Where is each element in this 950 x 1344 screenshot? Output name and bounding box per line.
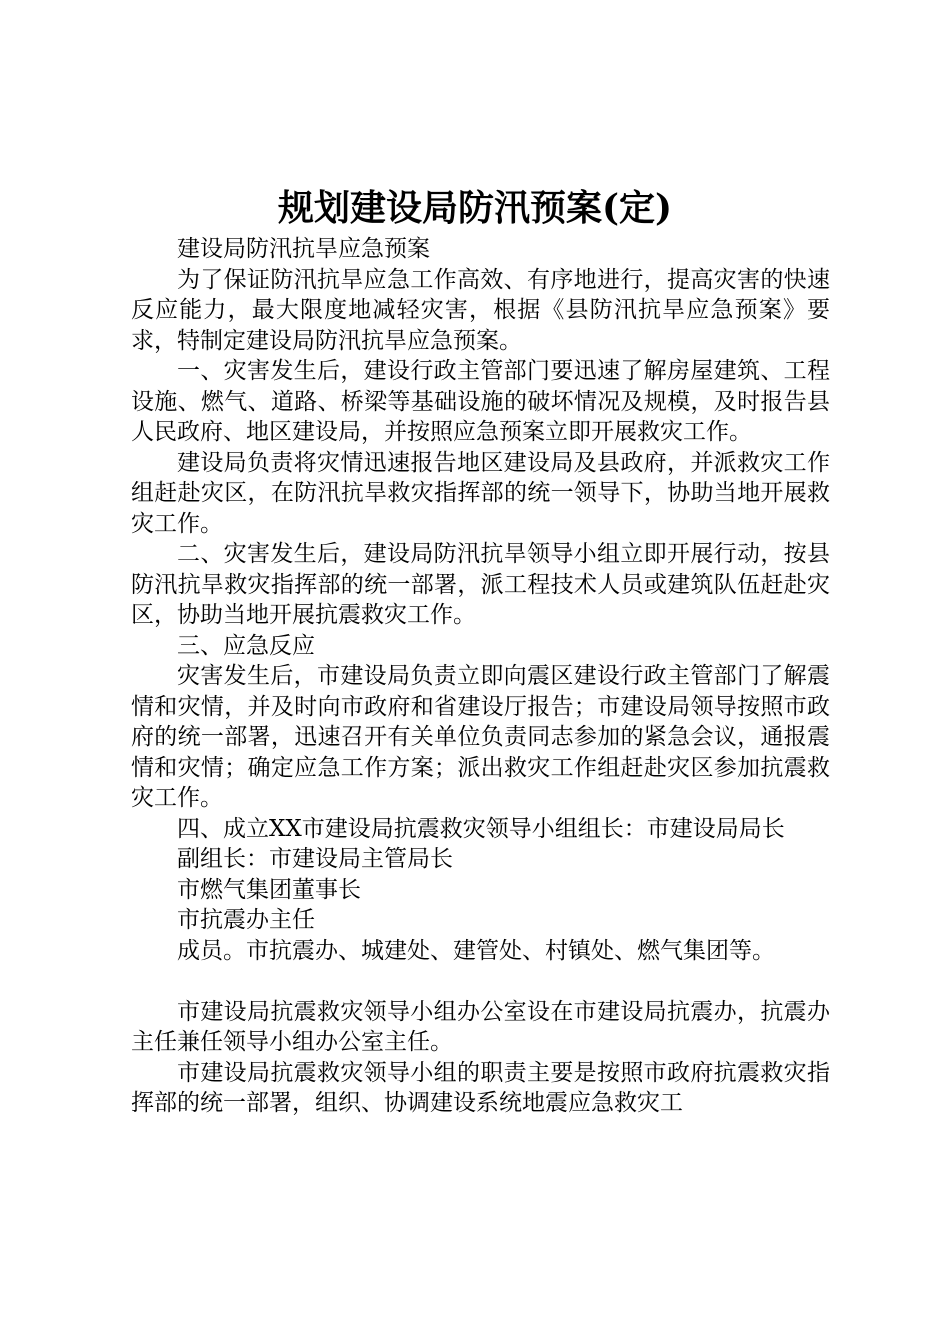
paragraph-section-two: 二、灾害发生后，建设局防汛抗旱领导小组立即开展行动，按县防汛抗旱救灾指挥部的统一部署，派工程技术人员或建筑队伍赶赴灾区，协助当地开展抗震救灾工作。 — [131, 541, 830, 628]
paragraph-purpose: 为了保证防汛抗旱应急工作高效、有序地进行，提高灾害的快速反应能力，最大限度地减轻灾害，根据《县防汛抗旱应急预案》要求，特制定建设局防汛抗旱应急预案。 — [131, 266, 830, 354]
paragraph-report-disaster: 建设局负责将灾情迅速报告地区建设局及县政府，并派救灾工作组赶赴灾区，在防汛抗旱救灾指挥部的统一领导下，协助当地开展救灾工作。 — [131, 449, 830, 537]
paragraph-plan-name: 建设局防汛抗旱应急预案 — [177, 236, 430, 262]
blank-line — [131, 966, 830, 997]
paragraph-office-setup: 市建设局抗震救灾领导小组办公室设在市建设局抗震办，抗震办主任兼任领导小组办公室主任。 — [131, 998, 830, 1055]
paragraph-section-four: 四、成立XX市建设局抗震救灾领导小组组长：市建设局局长 — [177, 815, 785, 842]
paragraph-gas-group-chairman: 市燃气集团董事长 — [177, 876, 361, 903]
document-title: 规划建设局防汛预案(定) — [277, 187, 673, 229]
document-body — [131, 234, 830, 1119]
paragraph-deputy-leader: 副组长：市建设局主管局长 — [177, 846, 453, 872]
paragraph-seismic-office-director: 市抗震办主任 — [177, 907, 315, 933]
paragraph-group-duties: 市建设局抗震救灾领导小组的职责主要是按照市政府抗震救灾指挥部的统一部署，组织、协调建设系统地震应急救灾工 — [131, 1059, 830, 1116]
paragraph-section-three-heading: 三、应急反应 — [177, 632, 315, 659]
paragraph-members: 成员。市抗震办、城建处、建管处、村镇处、燃气集团等。 — [177, 937, 775, 964]
paragraph-section-one: 一、灾害发生后，建设行政主管部门要迅速了解房屋建筑、工程设施、燃气、道路、桥梁等基础设施的破坏情况及规模，及时报告县人民政府、地区建设局，并按照应急预案立即开展救灾工作。 — [131, 358, 830, 445]
paragraph-emergency-response: 灾害发生后，市建设局负责立即向震区建设行政主管部门了解震情和灾情，并及时向市政府和省建设厅报告；市建设局领导按照市政府的统一部署，迅速召开有关单位负责同志参加的紧急会议，通报震情和灾情；确定应急工作方案；派出救灾工作组赶赴灾区参加抗震救灾工作。 — [131, 663, 830, 811]
